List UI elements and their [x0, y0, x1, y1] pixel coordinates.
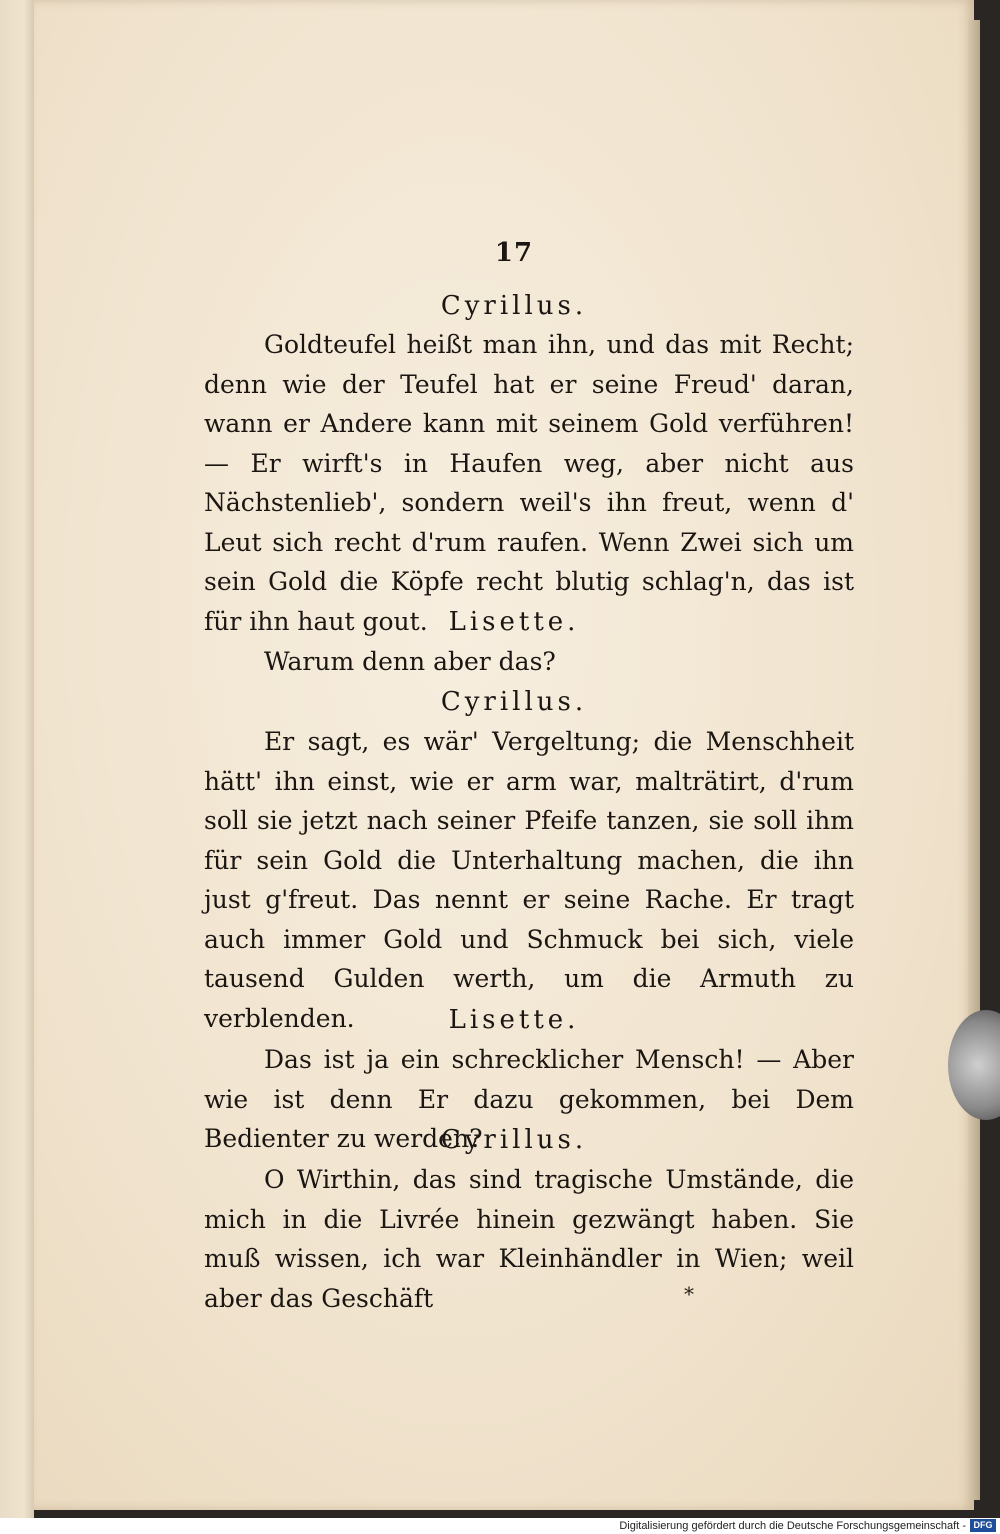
- dialogue-paragraph: O Wirthin, das sind tragische Umstände, die mich in die Livrée hinein gezwängt haben. Sie muß wissen, ich war Kleinhändler in Wien; weil aber das Geschäft: [204, 1165, 854, 1313]
- page-number: 17: [494, 238, 534, 268]
- left-page-edge: [0, 0, 34, 1518]
- footer-credit: Digitalisierung gefördert durch die Deutsche Forschungsgemeinschaft -: [619, 1520, 966, 1532]
- speaker-name: Cyrillus.: [440, 1125, 588, 1155]
- book-page: [34, 0, 974, 1510]
- text-block: [174, 0, 854, 1510]
- page-stack-edge: [968, 20, 980, 1500]
- dialogue-paragraph: Er sagt, es wär' Vergeltung; die Menschheit hätt' ihn einst, wie er arm war, malträtirt, d'rum soll sie jetzt nach seiner Pfeife tanzen, sie soll ihm für sein Gold die Unterhaltung machen, die ihn just g'freut. Das nennt er seine Rache. Er tragt auch immer Gold und Schmuck bei sich, viele tausend Gulden werth, um die Armuth zu verblenden.: [204, 727, 854, 1033]
- speaker-name: Cyrillus.: [440, 687, 588, 717]
- speaker-name: Lisette.: [448, 607, 580, 637]
- dialogue-paragraph: Das ist ja ein schrecklicher Mensch! — Aber wie ist denn Er dazu gekommen, bei Dem Bedienter zu werden?: [204, 1045, 854, 1153]
- signature-mark: *: [684, 1282, 694, 1306]
- speaker-name: Lisette.: [448, 1005, 580, 1035]
- dfg-logo: DFG: [970, 1519, 996, 1532]
- dialogue-paragraph: Goldteufel heißt man ihn, und das mit Recht; denn wie der Teufel hat er seine Freud' daran, wann er Andere kann mit seinem Gold verführen! — Er wirft's in Haufen weg, aber nicht aus Nächstenlieb', sondern weil's ihn freut, wenn d' Leut sich recht d'rum raufen. Wenn Zwei sich um sein Gold die Köpfe recht blutig schlag'n, das ist für ihn haut gout.: [204, 330, 854, 636]
- speaker-name: Cyrillus.: [440, 291, 588, 321]
- dialogue-paragraph: Warum denn aber das?: [264, 647, 556, 676]
